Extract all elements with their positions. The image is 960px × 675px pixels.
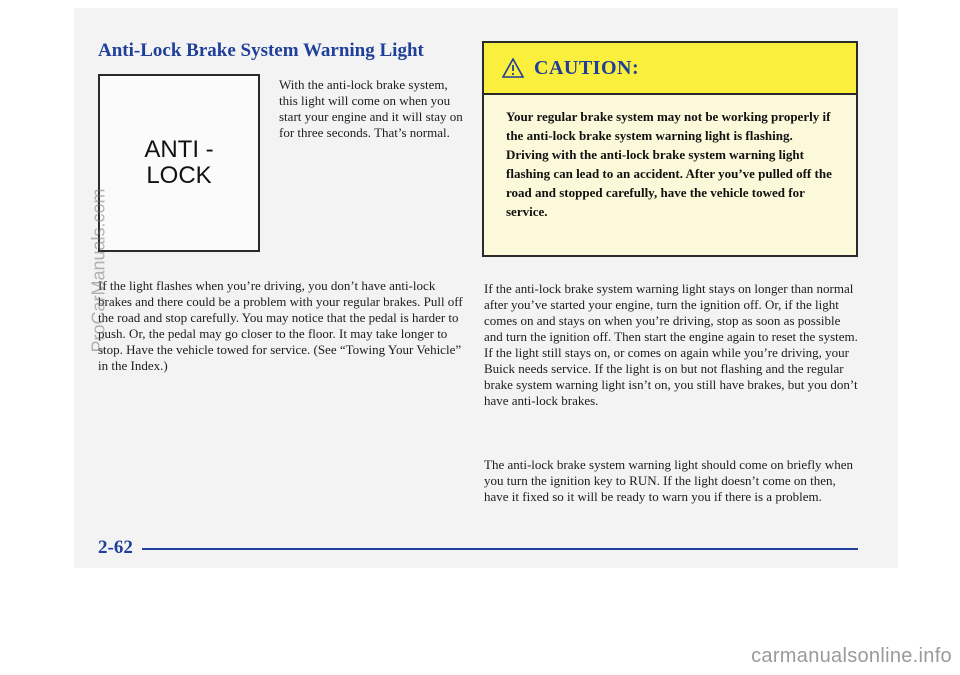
lamp-label (119, 137, 239, 189)
footer-rule (142, 548, 858, 550)
caution-box (482, 41, 858, 257)
lamp-label-line1: ANTI - (144, 136, 214, 163)
warning-triangle-icon (502, 58, 524, 78)
right-paragraph-2: The anti-lock brake system warning light should come on briefly when you turn the ignition key to RUN. If the light doesn’t come on then, have it fixed so it will be ready to warn you if there is a problem. (484, 457, 853, 504)
caution-body: Your regular brake system may not be working properly if the anti-lock brake system warning light is flashing. Driving with the anti-lock brake system warning light flashing can lead to an accident. After you’ve pulled off the road and stopped carefully, have the vehicle towed for service. (506, 109, 832, 219)
page-number: 2-62 (98, 537, 133, 558)
left-paragraph: If the light flashes when you’re driving, you don’t have anti-lock brakes and there could be a problem with your regular brakes. Pull off the road and stop carefully. You may notice that the pedal is harder to push. Or, the pedal may go closer to the floor. It may take longer to stop. Have the vehicle towed for service. (See “Towing Your Vehicle” in the Index.) (98, 278, 463, 373)
side-watermark-text: ProCarManuals.com (88, 187, 109, 353)
anti-lock-warning-lamp (98, 74, 260, 252)
intro-text: With the anti-lock brake system, this light will come on when you start your engine and it will stay on for three seconds. That’s normal. (279, 77, 463, 140)
bottom-watermark: carmanualsonline.info (751, 645, 952, 667)
lamp-label-line2: LOCK (146, 162, 212, 189)
side-watermark (88, 145, 110, 395)
section-title: Anti-Lock Brake System Warning Light (98, 40, 424, 61)
caution-label: CAUTION: (534, 56, 640, 79)
caution-header (484, 43, 856, 95)
right-paragraph-1: If the anti-lock brake system warning light stays on longer than normal after you’ve started your engine, turn the ignition off. Or, if the light comes on and stays on when you’re driving, stop as soon as possible and turn the ignition off. Then start the engine again to reset the system. If the light still stays on, or comes on again while you’re driving, your Buick needs service. If the light is on but not flashing and the regular brake system warning light isn’t on, you still have brakes, but you don’t have anti-lock brakes. (484, 281, 858, 408)
